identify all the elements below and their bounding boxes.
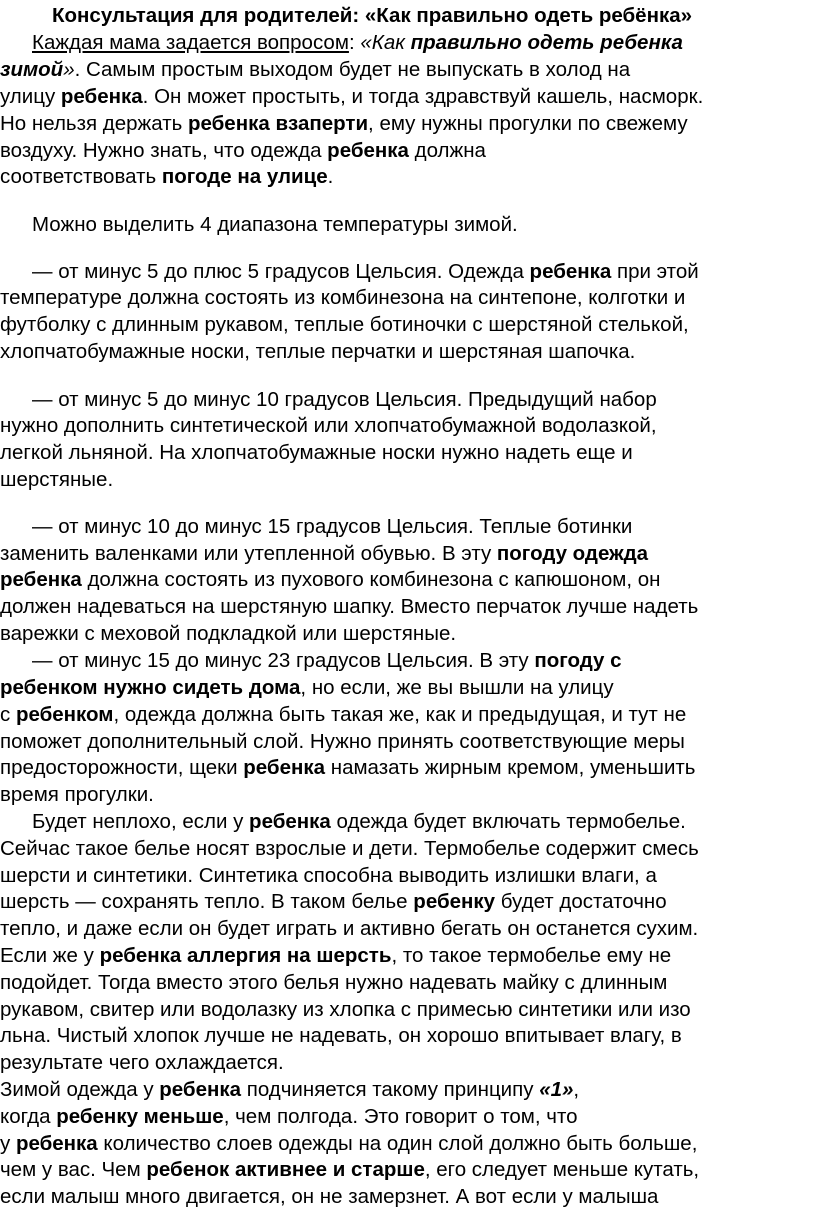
text-line	[0, 467, 113, 494]
text-run: хлопчатобумажные носки, теплые перчатки и шерстяная шапочка.	[0, 340, 636, 363]
text-line	[0, 863, 657, 890]
bold-text: ребенку меньше	[56, 1105, 224, 1128]
text-run: шерсти и синтетики. Синтетика способна выводить излишки влаги, а	[0, 864, 657, 887]
text-line	[0, 782, 154, 809]
text-run: намазать жирным кремом, уменьшить	[325, 756, 696, 779]
text-line	[0, 675, 614, 702]
text-line	[0, 164, 333, 191]
text-run: .	[327, 165, 334, 188]
text-run: варежки с меховой подкладкой или шерстяные.	[0, 622, 457, 645]
text-run: количество слоев одежды на один слой должно быть больше,	[97, 1132, 698, 1155]
bold-text: погоде на улице	[161, 165, 328, 188]
text-line	[0, 970, 667, 997]
text-run: »	[63, 58, 75, 81]
text-line	[0, 312, 689, 339]
bold-text: ребенка	[249, 810, 331, 833]
bold-text: ребенком нужно сидеть дома	[0, 676, 301, 699]
text-run: воздуху. Нужно знать, что одежда	[0, 139, 328, 162]
text-line	[0, 836, 699, 863]
text-line	[0, 84, 703, 111]
text-run: рукавом, свитер или водолазку из хлопка с примесью синтетики или изо	[0, 998, 691, 1021]
bold-text: ребенка	[60, 85, 143, 108]
text-run: Будет неплохо, если у	[32, 810, 250, 833]
text-run: ,	[573, 1078, 580, 1101]
text-run: :	[348, 31, 361, 54]
text-run: — от минус 10 до минус 15 градусов Цельсия. Теплые ботинки	[32, 515, 633, 538]
text-line	[32, 259, 699, 286]
document-title: Консультация для родителей: «Как правильно одеть ребёнка»	[52, 4, 693, 27]
bold-text: ребенка	[0, 568, 82, 591]
text-line	[0, 413, 657, 440]
text-run: с	[0, 703, 16, 726]
text-run: подойдет. Тогда вместо этого белья нужно надевать майку с длинным	[0, 971, 668, 994]
text-line	[32, 30, 683, 57]
text-line	[0, 1050, 284, 1077]
text-line	[0, 111, 688, 138]
text-run: легкой льняной. На хлопчатобумажные носки нужно надеть еще и	[0, 441, 633, 464]
text-line	[0, 339, 635, 366]
text-line	[32, 514, 632, 541]
text-line	[0, 729, 685, 756]
text-run: при этой	[611, 260, 699, 283]
text-run: если малыш много двигается, он не замерзнет. А вот если у малыша	[0, 1185, 659, 1208]
text-line	[0, 285, 685, 312]
text-line	[0, 567, 660, 594]
bold-text: ребенком	[15, 703, 114, 726]
text-line	[0, 594, 698, 621]
text-run: , ему нужны прогулки по свежему	[368, 112, 688, 135]
text-run: должна состоять из пухового комбинезона с капюшоном, он	[81, 568, 661, 591]
text-line	[0, 889, 667, 916]
text-run: поможет дополнительный слой. Нужно принять соответствующие меры	[0, 730, 685, 753]
bold-text: погоду одежда	[496, 542, 649, 565]
text-run: шерстяные.	[0, 468, 114, 491]
text-run: тепло, и даже если он будет играть и активно бегать он останется сухим.	[0, 917, 699, 940]
bold-text: ребенка аллергия на шерсть	[99, 944, 392, 967]
text-run: будет достаточно	[495, 890, 667, 913]
text-run: , чем полгода. Это говорит о том, что	[223, 1105, 578, 1128]
text-run: — от минус 5 до минус 10 градусов Цельсия. Предыдущий набор	[32, 388, 657, 411]
text-run: футболку с длинным рукавом, теплые ботиночки с шерстяной стелькой,	[0, 313, 689, 336]
text-line	[0, 755, 696, 782]
text-line	[0, 1077, 579, 1104]
text-run: — от минус 5 до плюс 5 градусов Цельсия. Одежда	[32, 260, 530, 283]
text-run: одежда будет включать термобелье.	[330, 810, 686, 833]
text-run: улицу	[0, 85, 61, 108]
text-run: подчиняется такому принципу	[241, 1078, 540, 1101]
text-run: время прогулки.	[0, 783, 154, 806]
text-line	[0, 621, 456, 648]
text-line	[0, 1104, 578, 1131]
text-run: у	[0, 1132, 16, 1155]
bold-text: ребенка	[159, 1078, 242, 1101]
bold-text: «1»	[539, 1078, 574, 1101]
bold-text: погоду с	[534, 649, 622, 672]
text-line	[0, 916, 698, 943]
text-line	[0, 1157, 699, 1184]
bold-text: ребенок активнее и старше	[146, 1158, 425, 1181]
text-run: «Как	[360, 31, 411, 54]
text-run: должен надеваться на шерстяную шапку. Вместо перчаток лучше надеть	[0, 595, 699, 618]
bold-text: ребенка	[243, 756, 326, 779]
text-run: результате чего охлаждается.	[0, 1051, 284, 1074]
text-run: , то такое термобелье ему не	[391, 944, 672, 967]
text-line	[0, 1184, 658, 1211]
text-line	[0, 702, 686, 729]
text-line	[32, 212, 518, 239]
bold-text: ребенка взаперти	[187, 112, 369, 135]
text-run: — от минус 15 до минус 23 градусов Цельсия. В эту	[32, 649, 535, 672]
text-run: . Самым простым выходом будет не выпускать в холод на	[74, 58, 631, 81]
text-run: Сейчас такое белье носят взрослые и дети. Термобелье содержит смесь	[0, 837, 699, 860]
text-line	[32, 387, 657, 414]
text-run: , но если, же вы вышли на улицу	[300, 676, 614, 699]
text-run: предосторожности, щеки	[0, 756, 244, 779]
text-line	[0, 1023, 682, 1050]
text-run: когда	[0, 1105, 57, 1128]
text-run: Если же у	[0, 944, 100, 967]
text-line	[0, 1131, 697, 1158]
text-line	[0, 997, 691, 1024]
bold-text: правильно одеть ребенка	[410, 31, 683, 54]
bold-text: ребенка	[327, 139, 409, 162]
bold-text: зимой	[0, 58, 64, 81]
text-run: должна	[408, 139, 486, 162]
text-run: соответствовать	[0, 165, 162, 188]
text-run: Но нельзя держать	[0, 112, 188, 135]
text-line	[0, 57, 630, 84]
text-run: чем у вас. Чем	[0, 1158, 147, 1181]
text-run: температуре должна состоять из комбинезона на синтепоне, колготки и	[0, 286, 686, 309]
bold-text: ребенку	[413, 890, 496, 913]
text-line	[0, 138, 486, 165]
bold-text: ребенка	[15, 1132, 98, 1155]
text-line	[0, 541, 648, 568]
text-run: Можно выделить 4 диапазона температуры зимой.	[32, 213, 518, 236]
text-run: , его следует меньше кутать,	[424, 1158, 700, 1181]
bold-text: ребенка	[529, 260, 612, 283]
text-run: , одежда должна быть такая же, как и предыдущая, и тут не	[113, 703, 687, 726]
text-run: . Он может простыть, и тогда здравствуй кашель, насморк.	[142, 85, 704, 108]
text-run: шерсть — сохранять тепло. В таком белье	[0, 890, 414, 913]
text-run: заменить валенками или утепленной обувью. В эту	[0, 542, 497, 565]
text-line	[32, 648, 622, 675]
text-run: льна. Чистый хлопок лучше не надевать, он хорошо впитывает влагу, в	[0, 1024, 682, 1047]
text-line	[0, 440, 633, 467]
underlined-text: Каждая мама задается вопросом	[32, 31, 349, 54]
text-line	[32, 809, 686, 836]
text-run: Зимой одежда у	[0, 1078, 160, 1101]
text-line	[0, 943, 671, 970]
text-run: нужно дополнить синтетической или хлопчатобумажной водолазкой,	[0, 414, 657, 437]
